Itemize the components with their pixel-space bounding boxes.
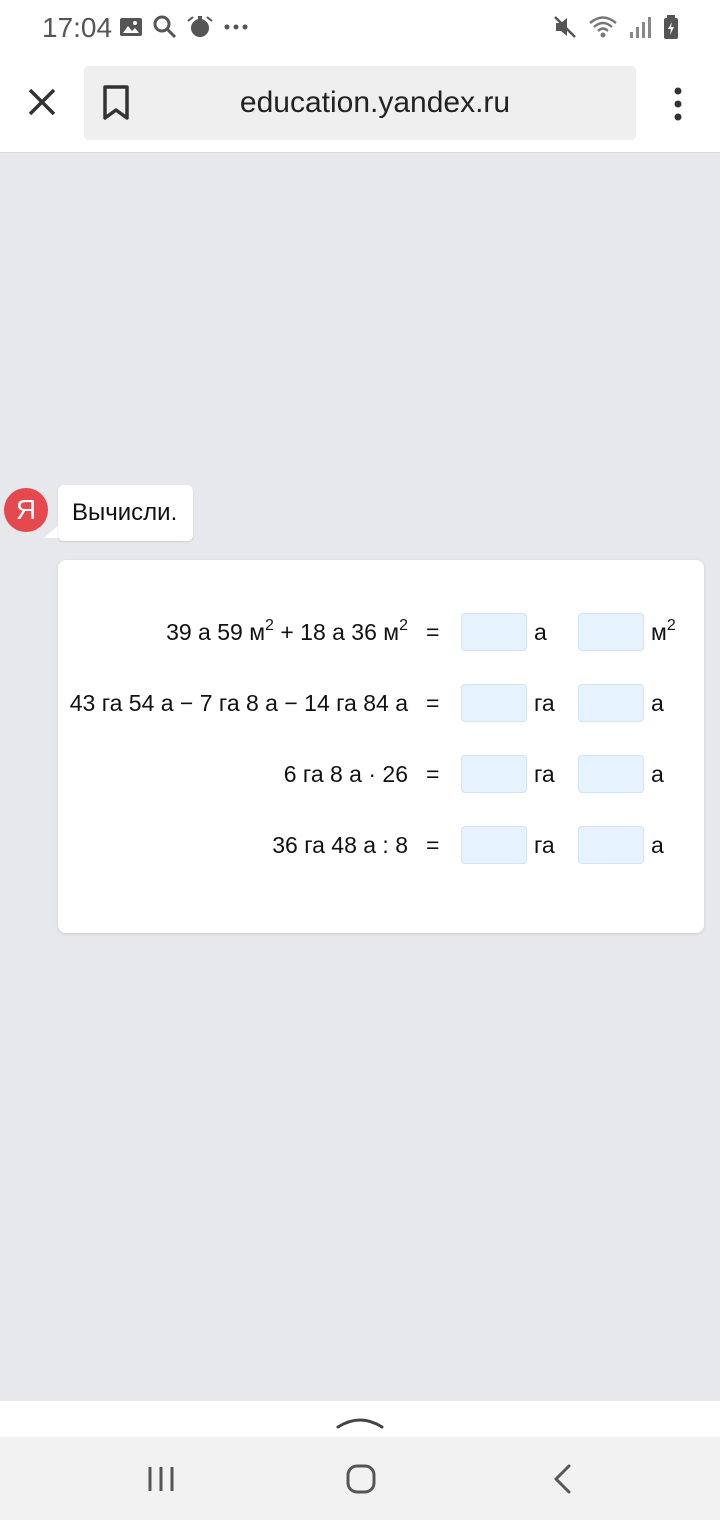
unit-label-2: а [651,832,664,858]
bottom-sheet-handle[interactable] [0,1401,720,1437]
answer-field-2[interactable] [578,826,644,864]
unit-label-2: а [651,761,664,787]
exercise-card [58,560,704,933]
equals-sign: = [426,832,440,858]
answer-field-2[interactable] [578,684,644,722]
status-bar [0,0,720,56]
answer-field-2[interactable] [578,755,644,793]
mute-icon [552,14,578,40]
unit-label-1: а [534,619,547,645]
equation-row [58,754,704,794]
expr-superscript: 2 [265,617,274,634]
yandex-logo-icon: Я [4,488,48,532]
unit-superscript: 2 [666,617,676,634]
unit-label-2 [651,612,676,652]
alarm-icon [186,14,214,40]
equation-row [58,612,704,652]
chevron-up-icon [0,1401,720,1437]
image-icon [118,15,144,39]
signal-icon [628,14,652,40]
answer-field-1[interactable] [461,755,527,793]
overflow-menu-button[interactable] [664,84,692,124]
search-icon [152,14,178,40]
unit-base: м [651,619,667,645]
equation-row [58,825,704,865]
expr-part: + 18 а 36 м [273,619,400,645]
status-time: 17:04 [42,12,113,43]
answer-field-1[interactable] [461,684,527,722]
expr-superscript: 2 [399,617,408,634]
equals-sign: = [426,690,440,716]
back-button[interactable] [541,1459,585,1499]
close-button[interactable] [22,82,62,122]
home-button[interactable] [339,1459,383,1499]
home-icon [339,1459,383,1499]
recent-apps-button[interactable] [139,1459,183,1499]
status-system-icons [552,14,680,40]
unit-label-1: га [534,690,555,716]
url-text: education.yandex.ru [239,86,511,119]
equation-expression [166,612,408,652]
browser-toolbar [0,56,720,153]
unit-label-1: га [534,761,555,787]
recent-apps-icon [139,1459,183,1499]
unit-label-2: а [651,690,664,716]
close-icon [22,82,62,122]
equals-sign: = [426,619,440,645]
more-vertical-icon [664,84,692,124]
expr-part: 39 а 59 м [166,619,266,645]
equation-expression: 36 га 48 а : 8 [272,832,408,858]
equation-expression: 6 га 8 а · 26 [283,761,408,787]
wifi-icon [588,14,618,40]
address-bar[interactable] [84,66,636,140]
answer-field-2[interactable] [578,613,644,651]
answer-field-1[interactable] [461,613,527,651]
system-navigation-bar [0,1437,720,1520]
battery-icon [662,14,680,40]
back-icon [541,1459,585,1499]
equals-sign: = [426,761,440,787]
instruction-bubble: Вычисли. [58,485,193,541]
more-notifications-icon [222,14,250,40]
equation-expression: 43 га 54 а − 7 га 8 а − 14 га 84 а [69,690,408,716]
answer-field-1[interactable] [461,826,527,864]
unit-label-1: га [534,832,555,858]
status-notification-icons [118,14,250,40]
equation-row [58,683,704,723]
